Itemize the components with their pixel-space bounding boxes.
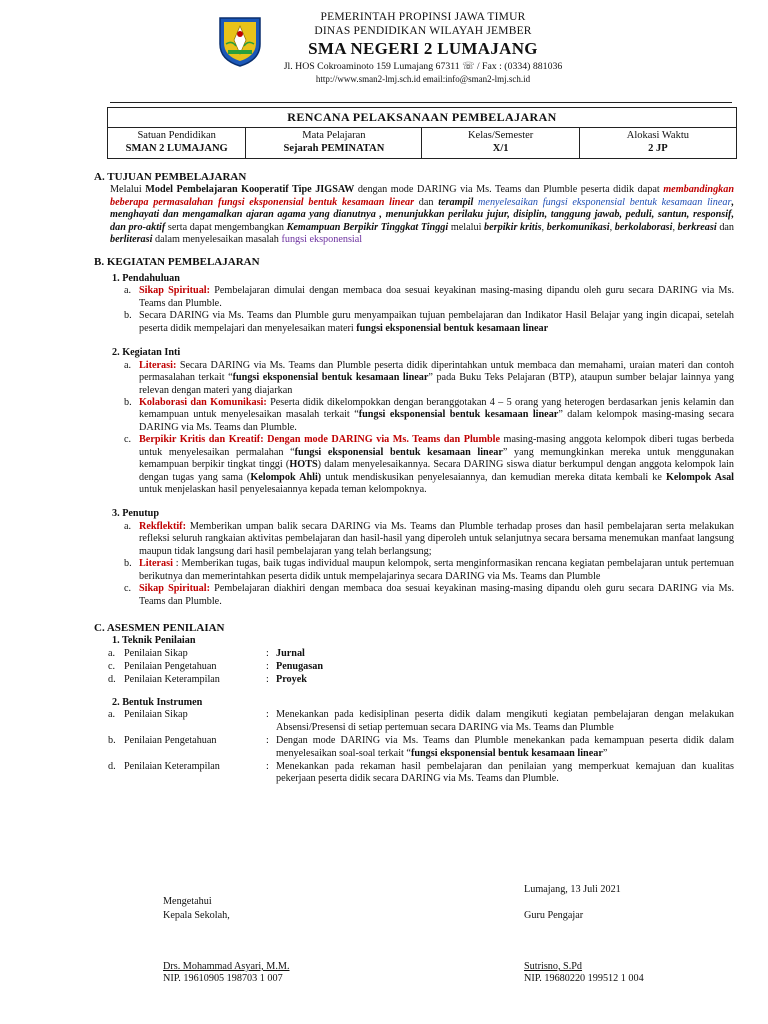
list-item: c. Sikap Spiritual: Pembelajaran diakhiri dengan membaca doa sesuai keyakinan masing-masing dipandu oleh guru secara DARING via Ms. Teams dan Plumble. — [124, 583, 735, 607]
signature-left-line-2: Kepala Sekolah, — [163, 910, 230, 921]
school-address: Jl. HOS Cokroaminoto 159 Lumajang 67311 ☏ / Fax : (0334) 881036 — [283, 60, 563, 72]
school-name: SMA NEGERI 2 LUMAJANG — [308, 39, 538, 59]
list-item: b. Secara DARING via Ms. Teams dan Plumble guru menyampaikan tujuan pembelajaran dan Indikator Hasil Belajar yang ingin dicapai, setelah peserta didik mempelajari dan menyelesaikan materi fungsi eksponensial bentuk kesamaan linear — [124, 310, 734, 334]
teacher-name: Sutrisno, S.Pd — [524, 961, 583, 972]
place-date: Lumajang, 13 Juli 2021 — [524, 884, 621, 895]
cell-value: 2 JP — [579, 143, 736, 158]
instrument-row: a. Penilaian Sikap : Menekankan pada kedisiplinan peserta didik dalam mengikuti kegiatan pembelajaran dengan melakukan Absensi/Presensi di setiap pertemuan secara DARING via Ms. Teams dan Plumble — [108, 709, 734, 733]
cell-value: Sejarah PEMINATAN — [246, 143, 422, 158]
subsection-penutup: 3. Penutup — [112, 508, 159, 520]
school-web-email: http://www.sman2-lmj.sch.id email:info@sman2-lmj.sch.id — [315, 73, 531, 84]
cell-label: Satuan Pendidikan — [108, 128, 246, 143]
list-item: b. Kolaborasi dan Komunikasi: Peserta didik dikelompokkan dengan beranggotakan 4 – 5 orang yang heterogen berdasarkan jenis kelamin dan kemampuan untuk menyelesaikan masalah terkait “fungsi eksponensial bentuk kesamaan linear” dalam kelompok masing-masing secara DARING via Ms. Teams dan Plumble. — [124, 396, 734, 433]
list-item: a. Literasi: Secara DARING via Ms. Teams dan Plumble peserta didik diperintahkan untuk membaca dan memahami, uraian materi dan contoh permasalahan terkait “fungsi eksponensial bentuk kesamaan linear” pada Buku Teks Pelajaran (BTP), ataupun sumber belajar lainnya yang relevan dengan materi yang diajarkan — [124, 359, 735, 396]
assessment-row: a. Penilaian Sikap : Jurnal — [108, 647, 305, 659]
assessment-row: d. Penilaian Keterampilan : Proyek — [108, 673, 307, 685]
provincial-emblem-logo — [216, 14, 264, 68]
cell-value: SMAN 2 LUMAJANG — [108, 143, 246, 158]
cell-label: Kelas/Semester — [422, 128, 579, 143]
section-c-title: C. ASESMEN PENILAIAN — [94, 621, 225, 634]
subsection-kegiatan-inti: 2. Kegiatan Inti — [112, 347, 181, 359]
objective-paragraph: Melalui Model Pembelajaran Kooperatif Tipe JIGSAW dengan mode DARING via Ms. Teams dan Plumble peserta didik dapat membandingkan beberapa permasalahan fungsi eksponensial bentuk kesamaan linear dan terampil menyelesaikan fungsi eksponensial bentuk kesamaan linear, menghayati dan mengamalkan ajaran agama yang dianutnya , menunjukkan perilaku jujur, disiplin, tanggung jawab, peduli, santun, responsif, dan pro-aktif serta dapat mengembangkan Kemampuan Berpikir Tinggkat Tinggi melalui berpikir kritis, berkomunikasi, berkolaborasi, berkreasi dan berliterasi dalam menyelesaikan masalah fungsi eksponensial — [110, 184, 735, 246]
rpp-info-table — [107, 107, 737, 159]
subsection-teknik-penilaian: 1. Teknik Penilaian — [112, 635, 196, 647]
header-line-1: PEMERINTAH PROPINSI JAWA TIMUR — [320, 11, 526, 23]
instrument-row: b. Penilaian Pengetahuan : Dengan mode DARING via Ms. Teams dan Plumble menekankan pada kemampuan peserta didik dalam menyelesaikan soal-soal terkait “fungsi eksponensial bentuk kesamaan linear” — [108, 735, 734, 759]
header-line-2: DINAS PENDIDIKAN WILAYAH JEMBER — [314, 25, 532, 38]
subsection-pendahuluan: 1. Pendahuluan — [112, 273, 180, 284]
section-b-title: B. KEGIATAN PEMBELAJARAN — [94, 255, 260, 268]
instrument-row: d. Penilaian Keterampilan : Menekankan pada rekaman hasil pembelajaran dan penilaian yang memperkuat kemajuan dan kualitas pekerjaan peserta didik secara DARING via Ms. Teams dan Plumble. — [108, 760, 734, 785]
signature-left-line-1: Mengetahui — [163, 896, 212, 907]
document-body — [94, 166, 734, 786]
rpp-title: RENCANA PELAKSANAAN PEMBELAJARAN — [108, 108, 737, 128]
list-item: a. Sikap Spiritual: Pembelajaran dimulai dengan membaca doa sesuai keyakinan masing-masing dipandu oleh guru secara DARING via Ms. Teams dan Plumble. — [124, 285, 735, 309]
letterhead — [206, 10, 580, 92]
principal-nip: NIP. 19610905 198703 1 007 — [163, 973, 283, 984]
cell-value: X/1 — [422, 143, 579, 158]
list-item: c. Berpikir Kritis dan Kreatif: Dengan mode DARING via Ms. Teams dan Plumble masing-masing anggota kelompok diberi tugas berbeda untuk menyelesaikan permalahan “fungsi eksponensial bentuk kesamaan linear” yang memungkinkan mereka untuk menggunakan kemampuan berpikir tingkat tinggi (HOTS) dalam menyelesaikannya. Secara DARING siswa diatur berkumpul dengan anggota kelompok lain dengan tugas yang sama (Kelompok Ahli) untuk mendiskusikan penyelesaiannya, dan kemudian mereka ditata kembali ke Kelompok Asal untuk menjelaskan hasil penyelesaiannya kepada teman kelompoknya. — [124, 434, 735, 495]
cell-label: Alokasi Waktu — [579, 128, 736, 143]
cell-label: Mata Pelajaran — [246, 128, 422, 143]
subsection-bentuk-instrumen: 2. Bentuk Instrumen — [112, 696, 203, 708]
assessment-row: c. Penilaian Pengetahuan : Penugasan — [108, 660, 323, 672]
list-item: a. Rekflektif: Memberikan umpan balik secara DARING via Ms. Teams dan Plumble terhadap proses dan hasil pembelajaran serta melakukan refleksi seluruh rangkaian aktivitas pembelajaran dan hasil-hasil yang diperoleh untuk selanjutnya secara bersama menemukan manfaat langsung maupun tidak langsung dari hasil pembelajaran yang telah berlangsung; — [124, 520, 734, 557]
teacher-nip: NIP. 19680220 199512 1 004 — [524, 973, 644, 984]
principal-name: Drs. Mohammad Asyari, M.M. — [163, 961, 290, 972]
header-divider — [110, 102, 732, 103]
list-item: b. Literasi : Memberikan tugas, baik tugas individual maupun kelompok, serta menginformasikan rencana kegiatan pembelajaran untuk pertemuan berikutnya dan memerintahkan peserta didik untuk mempelajarinya secara DARING via Ms. Teams dan Plumble — [124, 558, 734, 582]
section-a-title: A. TUJUAN PEMBELAJARAN — [94, 171, 247, 183]
signature-right-line-2: Guru Pengajar — [524, 910, 584, 921]
